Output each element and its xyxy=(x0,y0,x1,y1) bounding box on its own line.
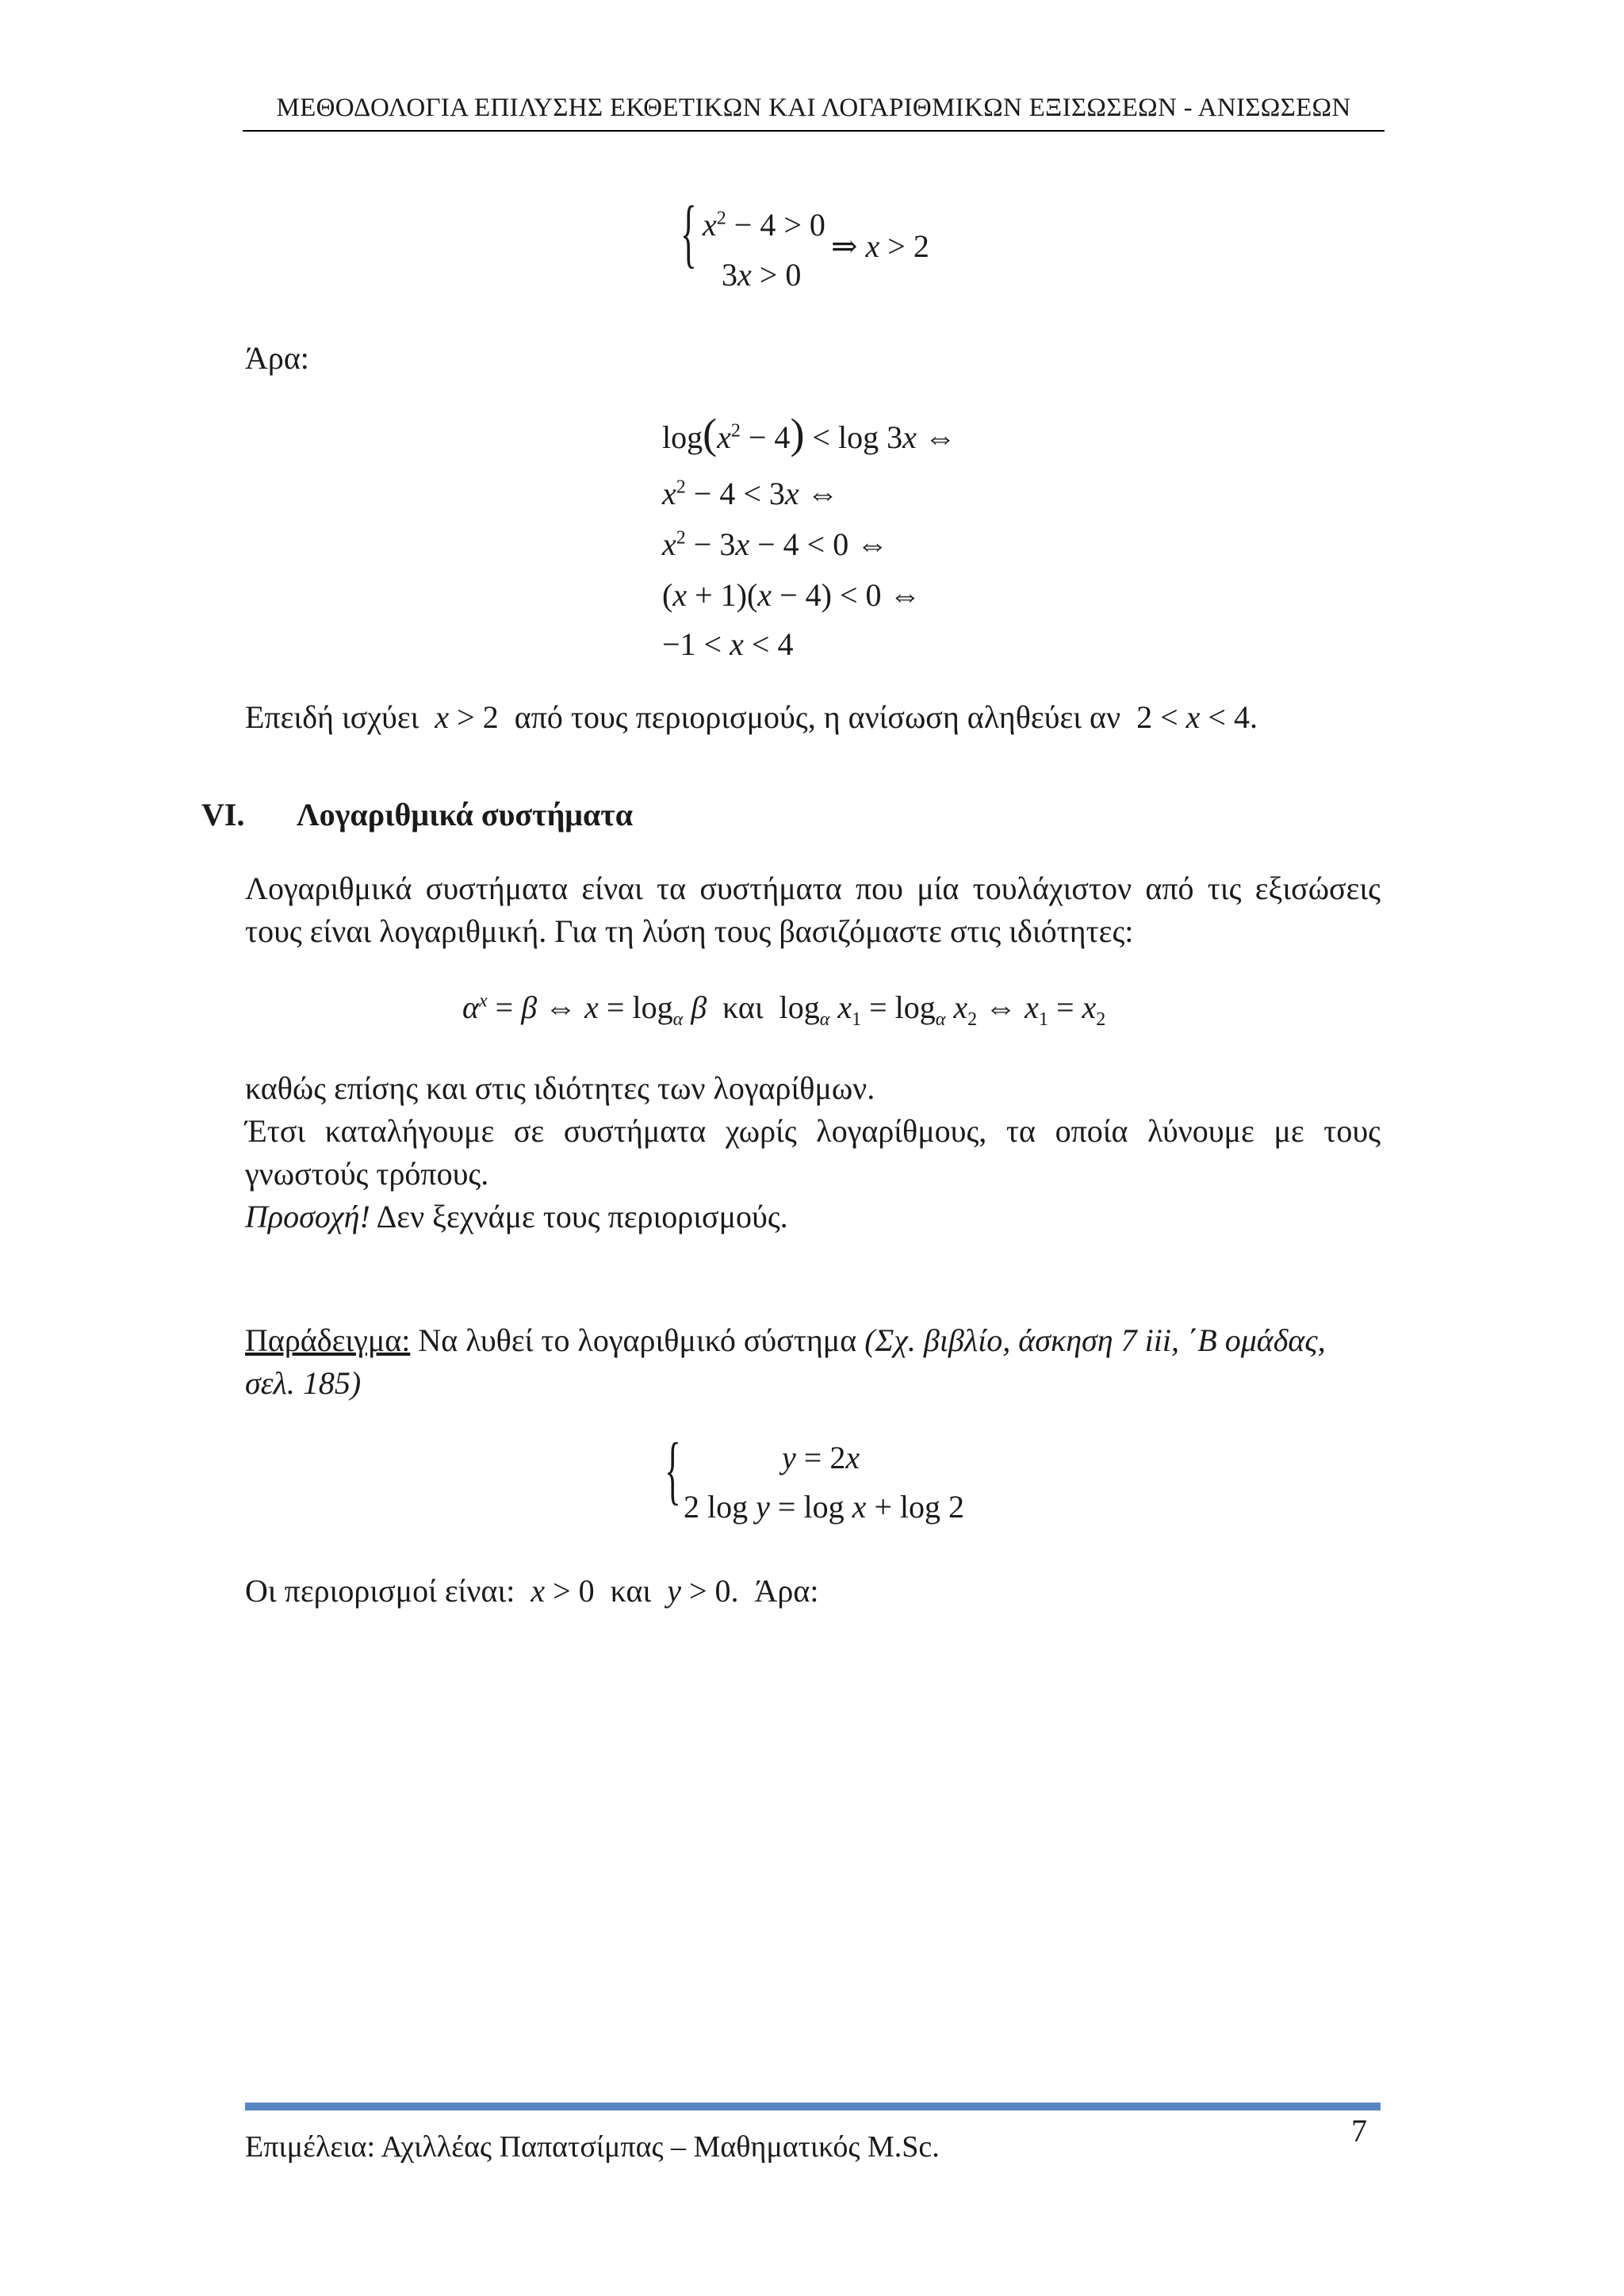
system1-result: ⇒ x > 2 xyxy=(831,228,929,264)
section-number: VI. xyxy=(201,797,245,832)
running-header: ΜΕΘΟΔΟΛΟΓΙΑ ΕΠΙΛΥΣΗΣ ΕΚΘΕΤΙΚΩΝ ΚΑΙ ΛΟΓΑΡΙΘΜΙΚΩΝ ΕΞΙΣΩΣΕΩΝ - ΑΝΙΣΩΣΕΩΝ xyxy=(276,94,1351,122)
example-text: Να λυθεί το λογαριθμικό σύστημα xyxy=(410,1322,865,1358)
conclusion-text: Επειδή ισχύει x > 2 από τους περιορισμούς, η ανίσωση αληθεύει αν 2 < x < 4. xyxy=(245,699,1258,735)
example-ref-2: σελ. 185) xyxy=(245,1365,362,1401)
derivation-step-5: −1 < x < 4 xyxy=(662,626,794,662)
system2-eq2: 2 log y = log x + log 2 xyxy=(684,1489,964,1525)
section-title: Λογαριθμικά συστήματα xyxy=(297,797,634,832)
derivation-step-3: $x^2 - 3x - 4 < 0$ ⇔ xyxy=(662,526,889,562)
system-brace-1: { xyxy=(680,190,697,275)
system1-eq2: 3x > 0 xyxy=(722,257,802,293)
example-ref-1: (Σχ. βιβλίο, άσκηση 7 iii, ΄Β ομάδας, xyxy=(864,1322,1326,1358)
attention-text: Δεν ξεχνάμε τους περιορισμούς. xyxy=(370,1199,788,1234)
footer-credit: Επιμέλεια: Αχιλλέας Παπατσίμπας – Μαθηματικός M.Sc. xyxy=(245,2130,940,2164)
para2-line-2: Έτσι καταλήγουμε σε συστήματα χωρίς λογαρίθμους, τα οποία λύνουμε με τους xyxy=(245,1113,1381,1149)
footer-bar xyxy=(245,2103,1381,2110)
example-line-1 xyxy=(245,1319,1381,1362)
derivation-step-1: $\log(x^2 - 4) < \log 3x$ ⇔ xyxy=(662,410,956,457)
derivation-step-4: (x + 1)(x − 4) < 0 ⇔ xyxy=(662,577,921,613)
restrictions-text: Οι περιορισμοί είναι: x > 0 και y > 0. Άρα: xyxy=(245,1573,819,1609)
ara-label: Άρα: xyxy=(245,340,309,376)
system1-eq1: $x^2 - 4 > 0$ xyxy=(703,207,825,243)
derivation-step-2: $x^2 - 4 < 3x$ ⇔ xyxy=(662,476,839,511)
system2-eq1: y = 2x xyxy=(782,1440,860,1475)
para2-line-1: καθώς επίσης και στις ιδιότητες των λογαρίθμων. xyxy=(245,1070,875,1106)
attention-label: Προσοχή! xyxy=(245,1199,370,1234)
system-brace-2: { xyxy=(665,1427,681,1512)
page-number: 7 xyxy=(1351,2113,1367,2149)
header-rule xyxy=(243,130,1385,132)
example-label: Παράδειγμα: xyxy=(245,1322,411,1358)
log-properties: $\alpha^x = \beta$ ⇔ $x = \log_\alpha \beta$ και $\log_\alpha x_1 = \log_\alpha x_2$ ⇔ $x_1 = x_2$ xyxy=(462,989,1106,1030)
intro-line-2: τους είναι λογαριθμική. Για τη λύση τους βασιζόμαστε στις ιδιότητες: xyxy=(245,913,1134,949)
attention-line xyxy=(245,1196,788,1238)
para2-line-3: γνωστούς τρόπους. xyxy=(245,1156,489,1192)
intro-line-1: Λογαριθμικά συστήματα είναι τα συστήματα που μία τουλάχιστον από τις εξισώσεις xyxy=(245,871,1381,906)
